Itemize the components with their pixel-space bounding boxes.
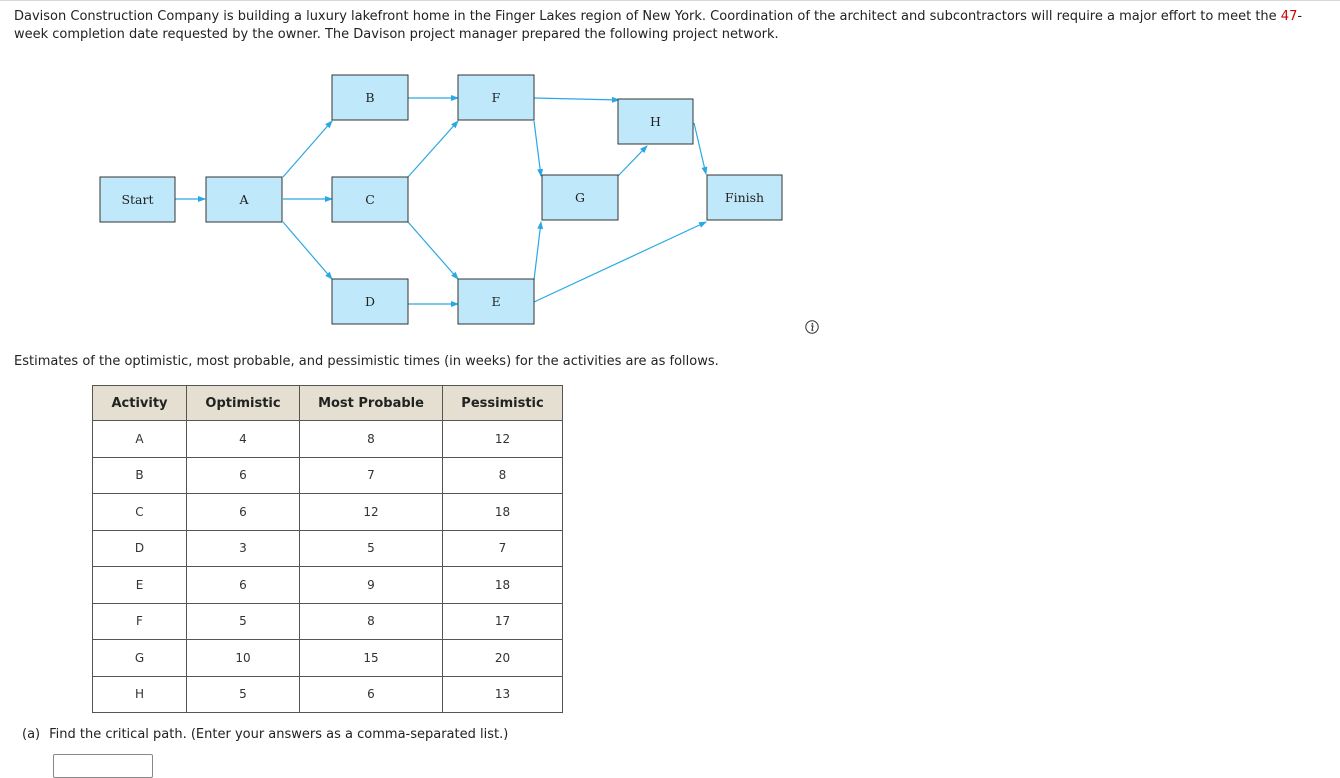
node-c-label: C <box>365 192 375 207</box>
cell-activity: A <box>93 421 187 458</box>
node-e <box>458 279 534 324</box>
cell-pessimistic: 17 <box>443 603 563 640</box>
node-f <box>458 75 534 120</box>
arrow-f-g <box>534 121 541 176</box>
cell-most-probable: 9 <box>300 567 443 604</box>
cell-optimistic: 6 <box>187 457 300 494</box>
cell-activity: F <box>93 603 187 640</box>
cell-most-probable: 7 <box>300 457 443 494</box>
cell-most-probable: 15 <box>300 640 443 677</box>
cell-most-probable: 5 <box>300 530 443 567</box>
cell-pessimistic: 8 <box>443 457 563 494</box>
cell-optimistic: 6 <box>187 494 300 531</box>
arrow-e-finish <box>534 222 706 302</box>
node-a <box>206 177 282 222</box>
cell-most-probable: 12 <box>300 494 443 531</box>
intro-text-before: Davison Construction Company is building a luxury lakefront home in the Finger Lakes region of New York. Coordination of the architect and subcontractors will require a major effort to meet the <box>14 9 1281 24</box>
node-c <box>332 177 408 222</box>
header-optimistic: Optimistic <box>187 386 300 421</box>
table-row <box>93 603 563 640</box>
arrow-e-g <box>534 222 541 280</box>
info-icon[interactable] <box>805 320 819 334</box>
cell-most-probable: 8 <box>300 603 443 640</box>
cell-pessimistic: 18 <box>443 567 563 604</box>
node-a-label: A <box>239 192 249 207</box>
cell-activity: C <box>93 494 187 531</box>
node-e-label: E <box>491 294 501 309</box>
arrow-g-h <box>618 146 647 176</box>
header-most-probable: Most Probable <box>300 386 443 421</box>
cell-pessimistic: 12 <box>443 421 563 458</box>
node-start <box>100 177 175 222</box>
node-f-label: F <box>491 90 501 105</box>
table-row <box>93 530 563 567</box>
question-a <box>22 726 508 744</box>
node-finish <box>707 175 782 220</box>
project-network-diagram <box>0 0 900 340</box>
cell-optimistic: 3 <box>187 530 300 567</box>
cell-most-probable: 6 <box>300 676 443 713</box>
arrow-c-f <box>408 121 458 177</box>
node-d <box>332 279 408 324</box>
cell-activity: E <box>93 567 187 604</box>
cell-optimistic: 4 <box>187 421 300 458</box>
table-row <box>93 494 563 531</box>
cell-pessimistic: 20 <box>443 640 563 677</box>
node-b-label: B <box>365 90 375 105</box>
arrow-f-h <box>534 98 619 100</box>
question-text: Find the critical path. (Enter your answers as a comma-separated list.) <box>49 727 509 742</box>
header-activity: Activity <box>93 386 187 421</box>
node-start-label: Start <box>121 192 154 207</box>
node-d-label: D <box>364 294 376 309</box>
cell-activity: B <box>93 457 187 494</box>
table-row <box>93 567 563 604</box>
question-part-label: (a) <box>22 727 41 742</box>
node-g-label: G <box>575 190 585 205</box>
activity-times-table <box>92 385 563 713</box>
cell-activity: G <box>93 640 187 677</box>
arrow-c-e <box>408 222 458 279</box>
table-header-row <box>93 386 563 421</box>
cell-pessimistic: 13 <box>443 676 563 713</box>
node-h <box>618 99 693 144</box>
table-row <box>93 640 563 677</box>
node-b <box>332 75 408 120</box>
arrow-a-d <box>283 222 332 279</box>
cell-pessimistic: 18 <box>443 494 563 531</box>
table-row <box>93 676 563 713</box>
node-g <box>542 175 618 220</box>
node-finish-label: Finish <box>724 190 765 205</box>
cell-optimistic: 5 <box>187 603 300 640</box>
node-h-label: H <box>650 114 661 129</box>
cell-optimistic: 10 <box>187 640 300 677</box>
cell-activity: H <box>93 676 187 713</box>
critical-path-answer-input[interactable] <box>53 754 153 778</box>
intro-text-after: -week completion date requested by the owner. The Davison project manager prepared the following project network. <box>14 9 1303 42</box>
cell-most-probable: 8 <box>300 421 443 458</box>
arrow-a-b <box>283 121 332 177</box>
table-row <box>93 421 563 458</box>
cell-optimistic: 6 <box>187 567 300 604</box>
estimates-text: Estimates of the optimistic, most probable, and pessimistic times (in weeks) for the activities are as follows. <box>14 354 719 369</box>
header-pessimistic: Pessimistic <box>443 386 563 421</box>
cell-pessimistic: 7 <box>443 530 563 567</box>
intro-highlight-weeks: 47 <box>1280 9 1298 24</box>
arrow-h-finish <box>694 123 706 174</box>
table-row <box>93 457 563 494</box>
cell-optimistic: 5 <box>187 676 300 713</box>
cell-activity: D <box>93 530 187 567</box>
